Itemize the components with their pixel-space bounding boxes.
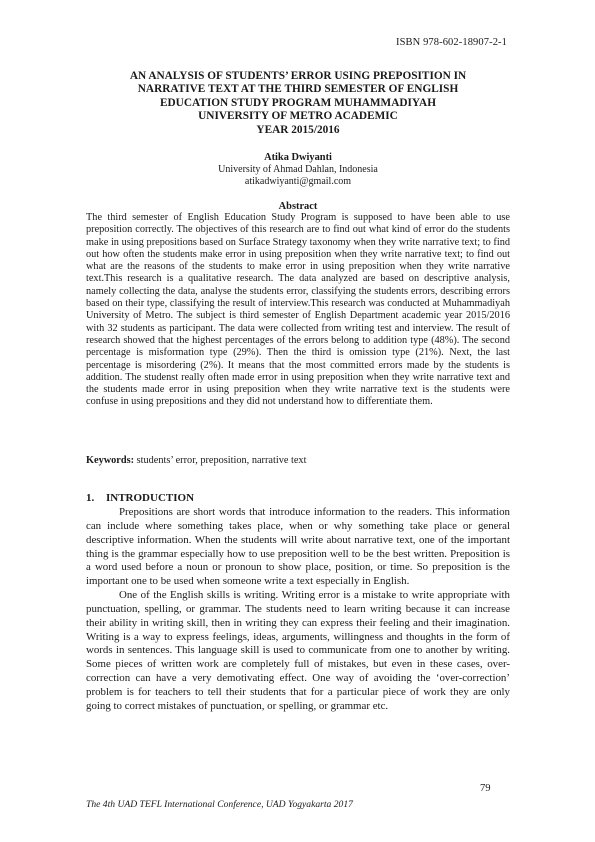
- abstract-heading: Abstract: [278, 201, 318, 212]
- keywords-label: Keywords:: [86, 455, 135, 466]
- isbn-header: ISBN 978-602-18907-2-1: [396, 37, 507, 48]
- author-affiliation: University of Ahmad Dahlan, Indonesia: [218, 164, 378, 175]
- keywords-text: students’ error, preposition, narrative text: [134, 455, 307, 466]
- title-line: UNIVERSITY OF METRO ACADEMIC: [198, 110, 398, 123]
- paper-title: [86, 70, 510, 137]
- keywords-line: [86, 455, 510, 467]
- page-number: 79: [480, 783, 491, 794]
- title-line: YEAR 2015/2016: [256, 123, 340, 136]
- introduction-body: [86, 506, 510, 714]
- title-line: NARRATIVE TEXT AT THE THIRD SEMESTER OF ENGLISH: [137, 83, 459, 96]
- paragraph: Prepositions are short words that introduce information to the readers. This information can include where something takes place, when or why something take place or general descriptive information. When the students will write about narrative text, one of the important thing is the grammar especially how to use preposition well to be the best written. Preposition is a word used before a noun or pronoun to show place, position, or time. So preposition is the important one to be used when someone write a text especially in English.: [86, 506, 510, 588]
- title-line: AN ANALYSIS OF STUDENTS’ ERROR USING PREPOSITION IN: [129, 70, 467, 82]
- author-block: [86, 152, 510, 188]
- section-number: 1.: [86, 492, 95, 504]
- abstract-text: The third semester of English Education Study Program is supposed to have been able to use preposition correctly. The objectives of this research are to find out what kind of error do the students make in using prepositions based on Surface Strategy taxonomy when they write narrative text; to find out how often the students make error in using preposition when they write narrative text; to find out what are the reasons of the students to make error in using preposition when they write narrative text.This research is a qualitative research. The data analyzed are based on descriptive analysis, namely collecting the data, analyse the students error, classifying the students errors, describing errors based on their type, classifying the result of interview.This research was conducted at Muhammadiyah University of Metro. The subject is third semester of English Department academic year 2015/2016 with 32 students as participant. The data were collected from writing test and interview. The result of research showed that the highest percentages of the errors belong to addition type (48%). The second percentage is misformation type (29%). Then the third is omission type (21%). Next, the last percentage is misordering (2%). It means that the most committed errors made by the students is addition. The studenst really often made error in using preposition when they write narrative text and the students made error in using preposition when they write narrative text is the students were confuse in using prepositions and they did not understand how to differentiate them.: [86, 212, 510, 408]
- author-name: Atika Dwiyanti: [264, 152, 332, 163]
- section-title: INTRODUCTION: [106, 492, 195, 504]
- title-line: EDUCATION STUDY PROGRAM MUHAMMADIYAH: [159, 96, 437, 109]
- author-email: atikadwiyanti@gmail.com: [244, 176, 352, 187]
- paragraph: One of the English skills is writing. Writing error is a mistake to write appropriate with punctuation, spelling, or grammar. The students need to learn writing because it can increase their ability in writing skill, then in writing they can express their feeling and their imagination. Writing is a way to express feelings, ideas, arguments, willingness and thoughts in the form of words in sentences. This language skill is used to communicate from one to another by writing. Some pieces of written work are completely full of mistakes, but even in these cases, over-correction can have a very demotivating effect. One way of avoiding the ‘over-correction’ problem is for teachers to tell their students that for a particular piece of work they are only going to correct mistakes of punctuation, or spelling, or grammar etc.: [86, 589, 510, 712]
- section-heading: [86, 492, 510, 505]
- conference-footer: The 4th UAD TEFL International Conference, UAD Yogyakarta 2017: [86, 799, 353, 810]
